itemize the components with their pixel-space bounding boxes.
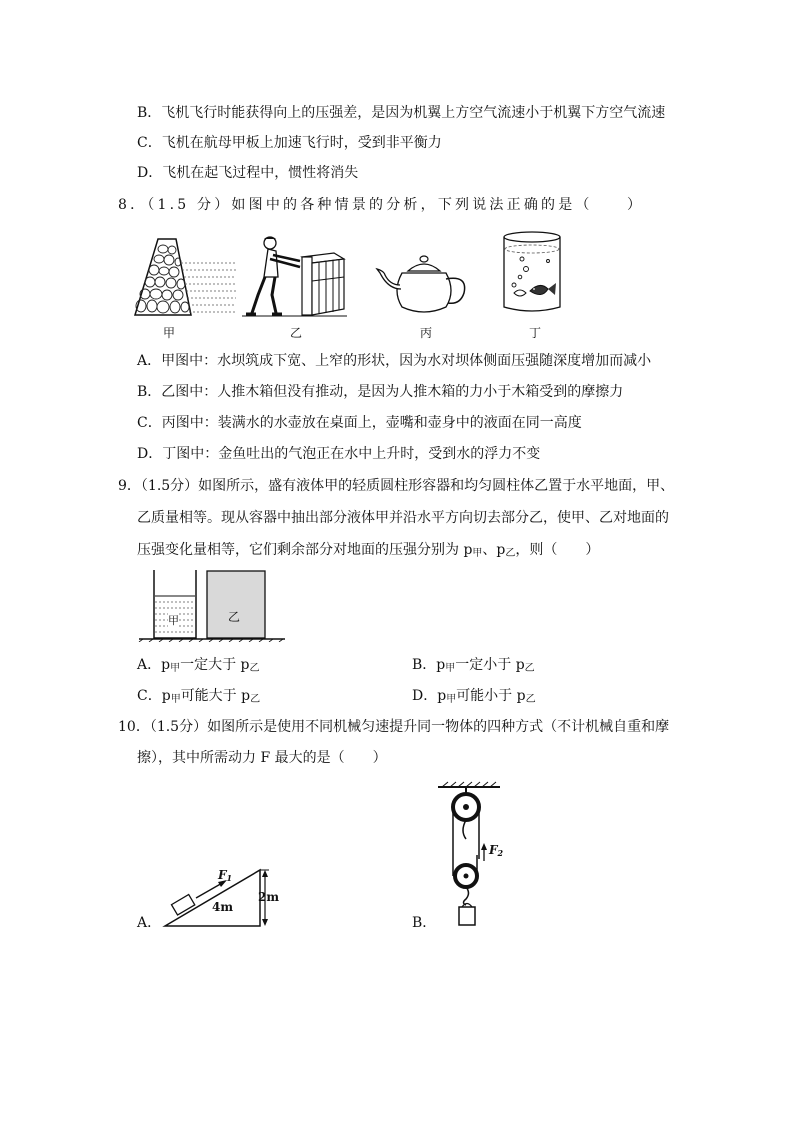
q9-stem-line3: 压强变化量相等，它们剩余部分对地面的压强分别为 $p_甲$、$p_乙$，则（ ） bbox=[137, 542, 600, 559]
q9-option-b: B．$p_甲$一定小于 $p_乙$ bbox=[412, 657, 535, 674]
fishtank-figure bbox=[500, 229, 565, 315]
dam-figure bbox=[133, 237, 238, 317]
q8-option-c: C．丙图中：装满水的水壶放在桌面上，壶嘴和壶身中的液面在同一高度 bbox=[137, 415, 582, 431]
slope-length: 4m bbox=[212, 900, 234, 914]
force-f1: $F_1$ bbox=[218, 868, 233, 883]
caption-jia: 甲 bbox=[163, 326, 176, 340]
caption-yi: 乙 bbox=[290, 326, 303, 340]
teapot-figure bbox=[374, 253, 469, 317]
q9-option-d: D．$p_甲$可能小于 $p_乙$ bbox=[412, 688, 536, 705]
q9-option-c: C．$p_甲$可能大于 $p_乙$ bbox=[137, 688, 261, 705]
q10-option-a-label: A． bbox=[137, 915, 162, 931]
container-cylinder-figure bbox=[137, 568, 287, 642]
q9-option-a: A．$p_甲$一定大于 $p_乙$ bbox=[137, 657, 260, 674]
q10-option-b-label: B． bbox=[412, 915, 437, 931]
q8-option-d: D．丁图中：金鱼吐出的气泡正在水中上升时，受到水的浮力不变 bbox=[137, 446, 541, 462]
q7-option-c: C．飞机在航母甲板上加速飞行时，受到非平衡力 bbox=[137, 135, 442, 151]
q7-option-b: B．飞机飞行时能获得向上的压强差，是因为机翼上方空气流速小于机翼下方空气流速 bbox=[137, 105, 666, 121]
slope-height: 2m bbox=[258, 890, 280, 904]
caption-bing: 丙 bbox=[420, 326, 433, 340]
push-box-figure bbox=[242, 233, 347, 319]
label-jia: 甲 bbox=[168, 614, 179, 627]
q10-stem-line2: 擦），其中所需动力 F 最大的是（ ） bbox=[137, 750, 387, 766]
force-f2: $F_2$ bbox=[489, 843, 504, 858]
q10-stem-line1: 10．（1.5分）如图所示是使用不同机械匀速提升同一物体的四种方式（不计机械自重和摩 bbox=[118, 719, 670, 735]
q9-stem-line2: 乙质量相等。现从容器中抽出部分液体甲并沿水平方向切去部分乙，使甲、乙对地面的 bbox=[137, 510, 669, 526]
caption-ding: 丁 bbox=[529, 326, 542, 340]
q7-option-d: D．飞机在起飞过程中，惯性将消失 bbox=[137, 165, 359, 181]
q9-stem-line1: 9．（1.5分）如图所示，盛有液体甲的轻质圆柱形容器和均匀圆柱体乙置于水平地面，甲、 bbox=[118, 478, 675, 494]
label-yi: 乙 bbox=[228, 610, 241, 624]
q8-option-a: A．甲图中：水坝筑成下宽、上窄的形状，因为水对坝体侧面压强随深度增加而减小 bbox=[137, 353, 652, 369]
q8-option-b: B．乙图中：人推木箱但没有推动，是因为人推木箱的力小于木箱受到的摩擦力 bbox=[137, 384, 624, 400]
q8-stem: 8．（1.5 分）如图中的各种情景的分析，下列说法正确的是（ ） bbox=[118, 197, 645, 213]
